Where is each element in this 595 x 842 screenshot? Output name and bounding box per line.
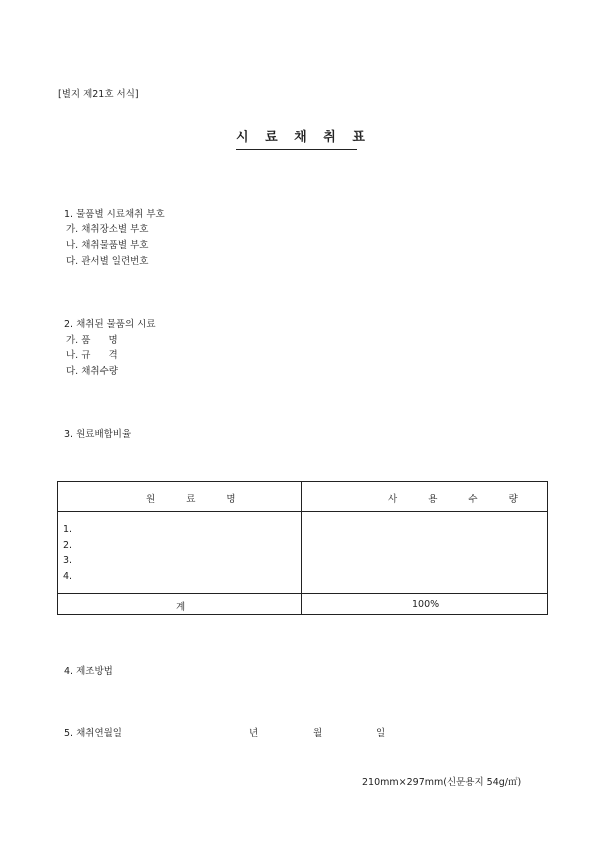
paper-size-note: 210mm×297mm(신문용지 54g/㎡) — [362, 777, 522, 788]
date-year-label: 년 — [249, 728, 259, 739]
table-row: 2. — [63, 540, 73, 551]
table-column-divider — [301, 482, 302, 614]
section1-item-c: 다. 관서별 일련번호 — [66, 256, 149, 267]
table-row: 4. — [63, 571, 73, 582]
table-row: 3. — [63, 555, 73, 566]
section2-item-c: 다. 채취수량 — [66, 366, 118, 377]
table-total-label: 계 — [176, 602, 186, 613]
section4-heading: 4. 제조방법 — [64, 666, 113, 677]
table-header-ingredient: 원 료 명 — [146, 494, 250, 505]
section1-heading: 1. 물품별 시료채취 부호 — [64, 209, 165, 220]
table-total-value: 100% — [412, 599, 440, 610]
date-day-label: 일 — [376, 728, 386, 739]
section1-item-a: 가. 채취장소별 부호 — [66, 224, 149, 235]
table-row: 1. — [63, 524, 73, 535]
title-underline — [236, 149, 357, 150]
table-header-divider — [58, 511, 547, 512]
section3-heading: 3. 원료배합비율 — [64, 429, 132, 440]
date-month-label: 월 — [313, 728, 323, 739]
section5-heading: 5. 채취연월일 — [64, 728, 122, 739]
ingredient-table — [57, 481, 548, 615]
section2-item-a: 가. 품 명 — [66, 335, 118, 346]
table-total-divider — [58, 593, 547, 594]
form-reference: [별지 제21호 서식] — [58, 89, 139, 100]
section1-item-b: 나. 채취물품별 부호 — [66, 240, 149, 251]
table-header-quantity: 사 용 수 량 — [388, 494, 532, 505]
document-title: 시 료 채 취 표 — [236, 130, 371, 145]
section2-item-b: 나. 규 격 — [66, 350, 118, 361]
section2-heading: 2. 채취된 물품의 시료 — [64, 319, 156, 330]
